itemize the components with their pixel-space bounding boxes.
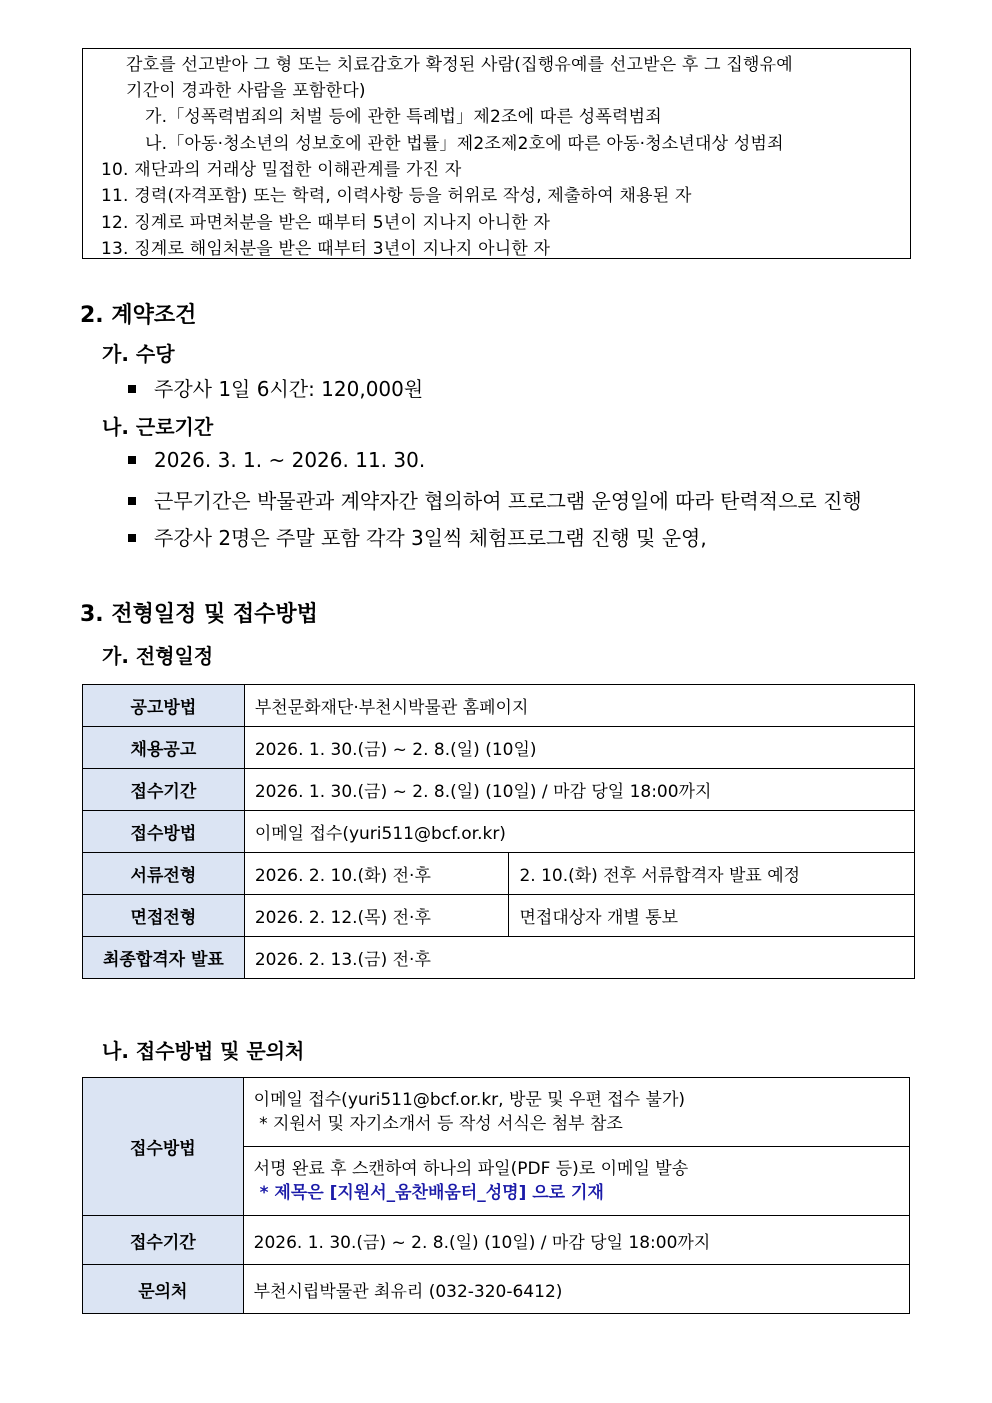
bullet-square-icon: [128, 385, 136, 393]
section2-sub-b-title: 나. 근로기간: [102, 415, 214, 439]
row-note: 2. 10.(화) 전후 서류합격자 발표 예정: [509, 853, 915, 895]
table-row: [83, 937, 915, 979]
period-value: 2026. 1. 30.(금) ~ 2. 8.(일) (10일) / 마감 당일 18:00까지: [243, 1216, 909, 1265]
method-label: 접수방법: [83, 1078, 244, 1216]
row-label: 서류전형: [83, 853, 245, 895]
contact-value: 부천시립박물관 최유리 (032-320-6412): [243, 1265, 909, 1314]
schedule-table: [82, 684, 915, 979]
period-bullet-3: 주강사 2명은 주말 포함 각각 3일씩 체험프로그램 진행 및 운영,: [128, 522, 707, 551]
table-row: [83, 1078, 910, 1147]
bullet-square-icon: [128, 497, 136, 505]
contact-label: 문의처: [83, 1265, 244, 1314]
allowance-bullet: 주강사 1일 6시간: 120,000원: [128, 373, 423, 402]
row-value: 2026. 2. 13.(금) 전·후: [244, 937, 914, 979]
table-row: [83, 811, 915, 853]
row-label: 면접전형: [83, 895, 245, 937]
section2-title: 2. 계약조건: [80, 303, 197, 328]
method-cell-1: [243, 1078, 909, 1147]
period-bullet-2: 근무기간은 박물관과 계약자간 협의하여 프로그램 운영일에 따라 탄력적으로 진행: [128, 485, 862, 514]
bullet-square-icon: [128, 534, 136, 542]
method-email-line: 이메일 접수(yuri511@bcf.or.kr, 방문 및 우편 접수 불가): [253, 1090, 686, 1110]
box-line-4: 나.「아동·청소년의 성보호에 관한 법률」제2조제2호에 따른 아동·청소년대상 성범죄: [145, 134, 784, 154]
row-value: 2026. 1. 30.(금) ~ 2. 8.(일) (10일): [244, 727, 914, 769]
section3-sub-a-title: 가. 전형일정: [102, 644, 214, 668]
application-table: [82, 1077, 910, 1314]
row-value: 2026. 2. 12.(목) 전·후: [244, 895, 509, 937]
table-row: [83, 1265, 910, 1314]
box-line-3: 가.「성폭력범죄의 처벌 등에 관한 특례법」제2조에 따른 성폭력범죄: [145, 107, 662, 127]
table-row: [83, 685, 915, 727]
section2-sub-a-title: 가. 수당: [102, 342, 175, 366]
method-cell-2: [243, 1147, 909, 1216]
box-line-2: 기간이 경과한 사람을 포함한다): [126, 81, 366, 101]
row-label: 공고방법: [83, 685, 245, 727]
row-value: 2026. 2. 10.(화) 전·후: [244, 853, 509, 895]
table-row: [83, 1216, 910, 1265]
method-subject-note: * 제목은 [지원서_움찬배움터_성명] 으로 기재: [253, 1183, 604, 1203]
period-label: 접수기간: [83, 1216, 244, 1265]
box-line-8: 13. 징계로 해임처분을 받은 때부터 3년이 지나지 아니한 자: [101, 239, 551, 259]
bullet-square-icon: [128, 456, 136, 464]
table-row: [83, 727, 915, 769]
method-scan-line: 서명 완료 후 스캔하여 하나의 파일(PDF 등)로 이메일 발송: [253, 1159, 689, 1179]
row-label: 접수기간: [83, 769, 245, 811]
row-value: 부천문화재단·부천시박물관 홈페이지: [244, 685, 914, 727]
row-label: 접수방법: [83, 811, 245, 853]
section3-title: 3. 전형일정 및 접수방법: [80, 602, 318, 627]
table-row: [83, 769, 915, 811]
row-note: 면접대상자 개별 통보: [509, 895, 915, 937]
period-bullet-1: 2026. 3. 1. ~ 2026. 11. 30.: [128, 448, 425, 472]
table-row: [83, 853, 915, 895]
row-label: 최종합격자 발표: [83, 937, 245, 979]
section3-sub-b-title: 나. 접수방법 및 문의처: [102, 1039, 305, 1063]
box-line-6: 11. 경력(자격포함) 또는 학력, 이력사항 등을 허위로 작성, 제출하여 채용된 자: [101, 186, 692, 206]
table-row: [83, 895, 915, 937]
box-line-1: 감호를 선고받아 그 형 또는 치료감호가 확정된 사람(집행유예를 선고받은 후 그 집행유예: [126, 55, 793, 75]
box-line-7: 12. 징계로 파면처분을 받은 때부터 5년이 지나지 아니한 자: [101, 213, 551, 233]
row-value: 이메일 접수(yuri511@bcf.or.kr): [244, 811, 914, 853]
row-label: 채용공고: [83, 727, 245, 769]
method-form-note: * 지원서 및 자기소개서 등 작성 서식은 첨부 참조: [253, 1114, 623, 1134]
box-line-5: 10. 재단과의 거래상 밀접한 이해관계를 가진 자: [101, 160, 462, 180]
row-value: 2026. 1. 30.(금) ~ 2. 8.(일) (10일) / 마감 당일 18:00까지: [244, 769, 914, 811]
